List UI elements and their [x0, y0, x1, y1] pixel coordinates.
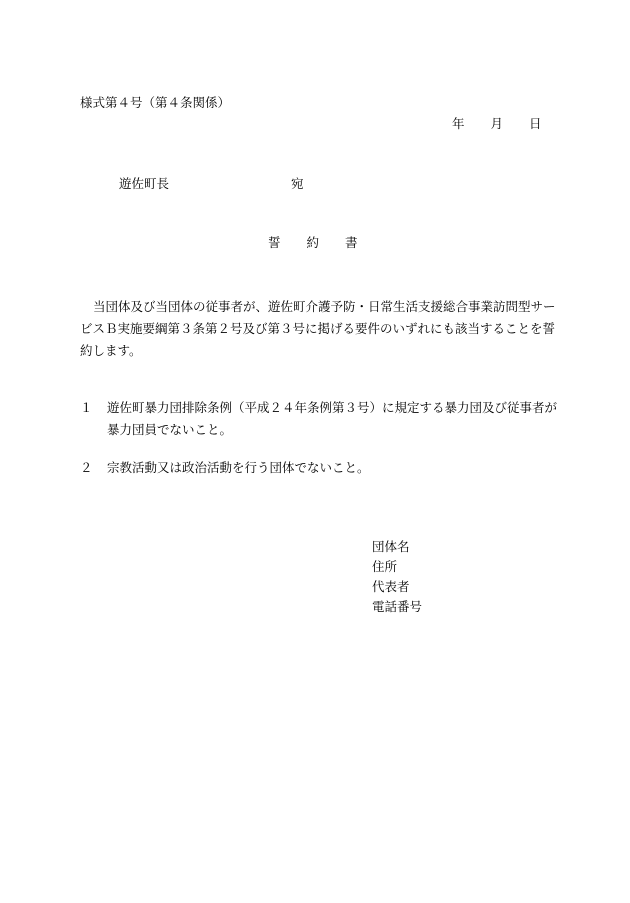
- pledge-item-text: 遊佐町暴力団排除条例（平成２４年条例第３号）に規定する暴力団及び従事者が暴力団員でないこと。: [107, 400, 558, 437]
- pledge-item: [80, 397, 560, 441]
- date-year-label: 年: [452, 116, 465, 131]
- date-line: [452, 118, 542, 131]
- form-number: 様式第４号（第４条関係）: [80, 95, 231, 110]
- pledge-item: [80, 457, 560, 479]
- signature-address: 住所: [372, 559, 398, 574]
- pledge-item-text: 宗教活動又は政治活動を行う団体でないこと。: [107, 460, 370, 475]
- date-day-label: 日: [529, 116, 542, 131]
- addressee-line: [119, 178, 304, 191]
- date-month-label: 月: [490, 116, 504, 131]
- title-char-1: 誓: [268, 235, 281, 250]
- document-title: [268, 237, 358, 250]
- addressee-suffix: 宛: [291, 176, 304, 191]
- signature-phone: 電話番号: [372, 599, 423, 614]
- signature-representative: 代表者: [372, 579, 410, 594]
- addressee-name: 遊佐町長: [119, 176, 170, 191]
- signature-block: [372, 537, 422, 617]
- title-char-3: 書: [345, 235, 358, 250]
- title-char-2: 約: [306, 235, 320, 250]
- pledge-intro: 当団体及び当団体の従事者が、遊佐町介護予防・日常生活支援総合事業訪問型サービスＢ実施要綱第３条第２号及び第３号に掲げる要件のいずれにも該当することを誓約します。: [80, 299, 556, 358]
- signature-org-name: 団体名: [372, 539, 410, 554]
- pledge-item-number: １: [80, 400, 93, 415]
- pledge-item-number: ２: [80, 460, 93, 475]
